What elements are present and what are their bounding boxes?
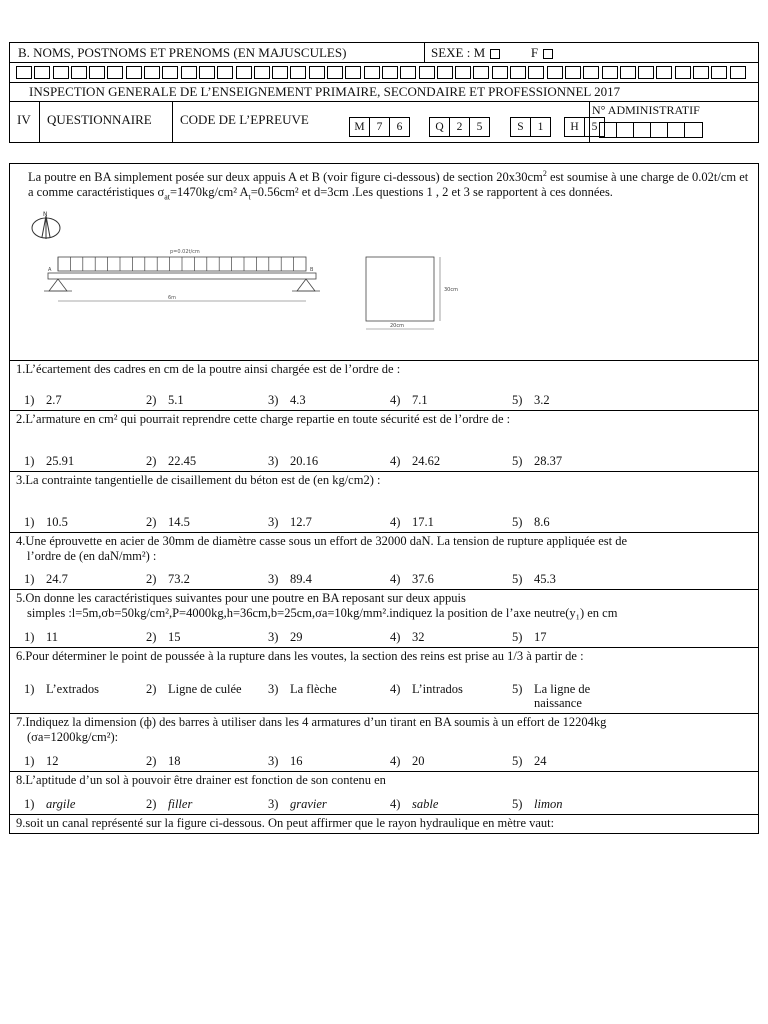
question-2	[10, 411, 758, 472]
answer-options	[24, 393, 752, 407]
answer-option: 1) argile	[24, 797, 76, 811]
letter-box	[199, 66, 215, 79]
letter-box	[602, 66, 618, 79]
code-char: 5	[476, 121, 483, 133]
answer-option: 5) limon	[512, 797, 563, 811]
intro-text: La poutre en BA simplement posée sur deux appuis A et B (voir figure ci-dessous) de section $20x30cm^2$ est soumise à une charge de 0.02t/cm et a comme caractéristiques $\sigma_{at}=1470kg$/cm² $A_t=0.56cm^2$ et d=3cm .Les questions 1 , 2 et 3 se rapportent à ces données.	[28, 169, 749, 202]
letter-box	[53, 66, 69, 79]
answer-option: 2) 22.45	[146, 454, 197, 468]
answer-option: 4) 17.1	[390, 515, 434, 529]
answer-option: 3) 4.3	[268, 393, 306, 407]
answer-option: 1) 2.7	[24, 393, 62, 407]
letter-box	[620, 66, 636, 79]
letter-box	[547, 66, 563, 79]
letter-box	[107, 66, 123, 79]
sex-f-label: F	[530, 45, 539, 60]
answer-option: 4) 7.1	[390, 393, 428, 407]
exam-code-label: CODE DE L’EPREUVE	[180, 112, 309, 127]
letter-box	[217, 66, 233, 79]
span-label: 6m	[168, 295, 177, 301]
code-char: 2	[450, 118, 470, 136]
intro-block	[10, 164, 758, 361]
question-5	[10, 590, 758, 648]
sex-m-checkbox	[490, 49, 500, 59]
code-char: 5	[591, 121, 598, 133]
letter-box	[730, 66, 746, 79]
questionnaire-label: QUESTIONNAIRE	[40, 102, 173, 142]
answer-option: 5) 28.37	[512, 454, 563, 468]
letter-box	[236, 66, 252, 79]
question-text: 1.L’écartement des cadres en cm de la poutre ainsi chargée est de l’ordre de :	[16, 362, 401, 376]
sex-label: SEXE : M	[431, 45, 486, 60]
sex-f-checkbox	[543, 49, 553, 59]
exam-header	[9, 42, 759, 143]
answer-options	[24, 682, 752, 710]
answer-option: 3) La flèche	[268, 682, 337, 696]
letter-box	[382, 66, 398, 79]
answer-option: 4) 37.6	[390, 572, 434, 586]
answer-option: 5) 17	[512, 630, 547, 644]
code-char: 6	[396, 121, 403, 133]
letter-box	[89, 66, 105, 79]
answer-options	[24, 754, 752, 768]
letter-box	[693, 66, 709, 79]
code-group-1	[349, 117, 410, 137]
section-width-label: 20cm	[390, 323, 404, 329]
question-3	[10, 472, 758, 533]
answer-option: 4) 20	[390, 754, 425, 768]
code-char: M	[350, 118, 370, 136]
sex-field	[425, 43, 758, 62]
answer-option: 3) 12.7	[268, 515, 312, 529]
answer-option: 2) filler	[146, 797, 193, 811]
answer-options	[24, 515, 752, 529]
question-table	[9, 163, 759, 834]
question-1	[10, 361, 758, 411]
inspection-title: INSPECTION GENERALE DE L’ENSEIGNEMENT PRIMAIRE, SECONDAIRE ET PROFESSIONNEL 2017	[10, 83, 758, 102]
question-9	[10, 815, 758, 833]
answer-option: 1) 24.7	[24, 572, 68, 586]
answer-option: 2) 15	[146, 630, 181, 644]
answer-option: 3) 16	[268, 754, 303, 768]
letter-box	[254, 66, 270, 79]
question-text: 2.L’armature en cm² qui pourrait reprendre cette charge repartie en toute sécurité est de l’ordre de :	[16, 412, 511, 426]
answer-option: 1) 25.91	[24, 454, 75, 468]
letter-box	[455, 66, 471, 79]
code-char: 7	[370, 118, 390, 136]
support-b-label: B	[310, 267, 314, 273]
admin-number-label: N° ADMINISTRATIF	[592, 103, 700, 117]
name-letter-boxes	[10, 63, 758, 83]
question-7	[10, 714, 758, 772]
answer-option: 2) 14.5	[146, 515, 190, 529]
letter-box	[583, 66, 599, 79]
answer-options	[24, 630, 752, 644]
question-text: 5.On donne les caractéristiques suivantes pour une poutre en BA reposant sur deux appuis simples :l=5m,σb=50kg/cm²,P=4000kg,h=36cm,b=25cm,σa=10kg/mm².indiquez la position de l’axe neutre(y₁) en cm	[16, 591, 618, 620]
answer-option: 2) Ligne de culée	[146, 682, 242, 696]
beam-figure	[30, 211, 470, 336]
letter-box	[34, 66, 50, 79]
level-label: IV	[10, 102, 40, 142]
support-a-label: A	[48, 267, 52, 273]
svg-text:N: N	[43, 211, 48, 218]
question-text: 6.Pour déterminer le point de poussée à la rupture dans les voutes, la section des reins est prise au 1/3 à partir de :	[16, 649, 584, 663]
letter-box	[400, 66, 416, 79]
question-text: 7.Indiquez la dimension (ф) des barres à utiliser dans les 4 armatures d’un tirant en BA soumis à un effort de 12204kg (σa=1200kg/cm²):	[16, 715, 607, 744]
letter-box	[492, 66, 508, 79]
answer-option: 2) 5.1	[146, 393, 184, 407]
answer-option: 1) 10.5	[24, 515, 68, 529]
code-group-2	[429, 117, 490, 137]
letter-box	[181, 66, 197, 79]
letter-box	[656, 66, 672, 79]
letter-box	[162, 66, 178, 79]
answer-options	[24, 572, 752, 586]
question-4	[10, 533, 758, 590]
answer-option: 1) 12	[24, 754, 59, 768]
question-text: 3.La contrainte tangentielle de cisaillement du béton est de (en kg/cm2) :	[16, 473, 381, 487]
exam-code	[173, 102, 598, 142]
answer-option: 5) 24	[512, 754, 547, 768]
answer-option: 5) La ligne de naissance	[512, 682, 591, 710]
header-row-code	[10, 102, 758, 142]
answer-option: 5) 45.3	[512, 572, 556, 586]
letter-box	[528, 66, 544, 79]
letter-box	[473, 66, 489, 79]
header-row-names	[10, 43, 758, 63]
answer-option: 1) L’extrados	[24, 682, 99, 696]
load-label: p=0.02t/cm	[170, 249, 200, 255]
admin-number	[590, 102, 758, 142]
answer-option: 4) 24.62	[390, 454, 441, 468]
letter-box	[675, 66, 691, 79]
letter-box	[419, 66, 435, 79]
code-char: H	[565, 118, 585, 136]
letter-box	[290, 66, 306, 79]
answer-option: 3) 29	[268, 630, 303, 644]
letter-box	[71, 66, 87, 79]
code-char: Q	[430, 118, 450, 136]
admin-number-boxes	[599, 122, 703, 138]
answer-option: 5) 3.2	[512, 393, 550, 407]
letter-box	[638, 66, 654, 79]
answer-options	[24, 454, 752, 468]
answer-option: 2) 18	[146, 754, 181, 768]
answer-option: 5) 8.6	[512, 515, 550, 529]
question-text: 9.soit un canal représenté sur la figure ci-dessous. On peut affirmer que le rayon hydraulique en mètre vaut:	[16, 816, 555, 830]
answer-option: 4) L’intrados	[390, 682, 463, 696]
code-char: S	[511, 118, 531, 136]
north-arrow-icon	[32, 211, 60, 239]
answer-option: 3) 20.16	[268, 454, 319, 468]
question-8	[10, 772, 758, 815]
letter-box	[309, 66, 325, 79]
answer-option: 1) 11	[24, 630, 59, 644]
section-height-label: 30cm	[444, 287, 458, 293]
answer-option: 3) 89.4	[268, 572, 312, 586]
letter-box	[272, 66, 288, 79]
answer-option: 4) sable	[390, 797, 439, 811]
answer-option: 2) 73.2	[146, 572, 190, 586]
letter-box	[327, 66, 343, 79]
letter-box	[565, 66, 581, 79]
letter-box	[16, 66, 32, 79]
letter-box	[126, 66, 142, 79]
code-group-3	[510, 117, 551, 137]
question-text: 8.L’aptitude d’un sol à pouvoir être drainer est fonction de son contenu en	[16, 773, 386, 787]
names-label: B. NOMS, POSTNOMS ET PRENOMS (EN MAJUSCULES)	[10, 43, 425, 62]
answer-options	[24, 797, 752, 811]
question-text: 4.Une éprouvette en acier de 30mm de diamètre casse sous un effort de 32000 daN. La tension de rupture appliquée est de l’ordre de (en daN/mm²) :	[16, 534, 628, 563]
letter-box	[711, 66, 727, 79]
letter-box	[144, 66, 160, 79]
answer-option: 4) 32	[390, 630, 425, 644]
letter-box	[510, 66, 526, 79]
letter-box	[345, 66, 361, 79]
letter-box	[437, 66, 453, 79]
code-char: 1	[537, 121, 544, 133]
letter-box	[364, 66, 380, 79]
answer-option: 3) gravier	[268, 797, 327, 811]
question-6	[10, 648, 758, 714]
